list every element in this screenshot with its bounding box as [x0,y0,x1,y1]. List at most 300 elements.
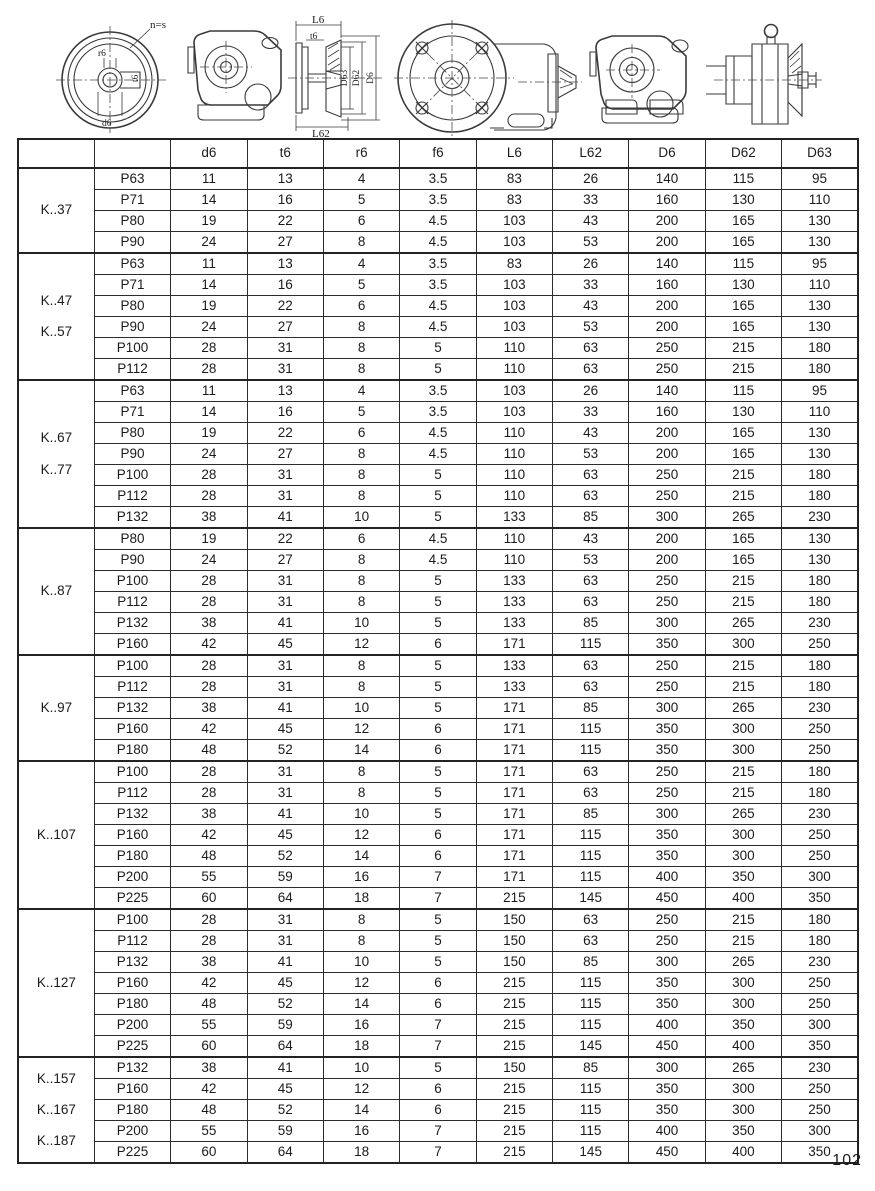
value-cell-t6: 31 [247,486,323,507]
value-cell-D63: 250 [782,1100,858,1121]
value-cell-L6: 215 [476,1121,552,1142]
value-cell-r6: 12 [323,825,399,846]
table-row [18,952,858,973]
row-size-cell: P225 [94,1142,170,1164]
corner-cell-group [18,139,94,168]
row-size-cell: P71 [94,190,170,211]
flange-label-r6: r6 [98,49,106,59]
value-cell-L6: 171 [476,867,552,888]
value-cell-r6: 12 [323,1079,399,1100]
value-cell-t6: 41 [247,507,323,529]
table-row [18,168,858,190]
group-label-cell [18,761,94,909]
value-cell-L62: 115 [553,719,629,740]
value-cell-r6: 10 [323,698,399,719]
group-label-wrap [19,976,94,990]
value-cell-d6: 38 [171,952,247,973]
value-cell-D6: 300 [629,507,705,529]
value-cell-d6: 60 [171,1142,247,1164]
value-cell-t6: 64 [247,1036,323,1058]
value-cell-D62: 165 [705,232,781,254]
row-size-cell: P112 [94,677,170,698]
value-cell-L62: 85 [553,804,629,825]
value-cell-r6: 14 [323,994,399,1015]
value-cell-r6: 8 [323,550,399,571]
value-cell-D6: 250 [629,931,705,952]
row-size-cell: P132 [94,1057,170,1079]
value-cell-D6: 300 [629,804,705,825]
row-size-cell: P200 [94,867,170,888]
value-cell-t6: 31 [247,655,323,677]
value-cell-D62: 130 [705,402,781,423]
value-cell-f6: 3.5 [400,253,476,275]
value-cell-t6: 59 [247,867,323,888]
value-cell-t6: 64 [247,888,323,910]
value-cell-t6: 16 [247,402,323,423]
value-cell-f6: 5 [400,952,476,973]
value-cell-f6: 5 [400,1057,476,1079]
value-cell-D6: 250 [629,677,705,698]
value-cell-f6: 5 [400,804,476,825]
value-cell-L6: 133 [476,571,552,592]
value-cell-r6: 12 [323,634,399,656]
value-cell-t6: 45 [247,719,323,740]
value-cell-f6: 5 [400,592,476,613]
row-size-cell: P80 [94,211,170,232]
value-cell-L62: 85 [553,507,629,529]
value-cell-D62: 265 [705,952,781,973]
value-cell-D63: 95 [782,380,858,402]
table-row [18,423,858,444]
value-cell-D6: 140 [629,168,705,190]
value-cell-t6: 31 [247,359,323,381]
row-size-cell: P200 [94,1121,170,1142]
value-cell-f6: 4.5 [400,211,476,232]
value-cell-D63: 180 [782,655,858,677]
value-cell-D62: 215 [705,592,781,613]
value-cell-r6: 8 [323,655,399,677]
value-cell-d6: 28 [171,571,247,592]
value-cell-f6: 4.5 [400,423,476,444]
value-cell-r6: 18 [323,888,399,910]
column-header-L62: L62 [553,139,629,168]
table-row [18,677,858,698]
value-cell-t6: 41 [247,804,323,825]
group-label: K..37 [40,202,73,218]
value-cell-D62: 215 [705,465,781,486]
value-cell-t6: 13 [247,380,323,402]
value-cell-D62: 165 [705,550,781,571]
group-label: K..127 [36,974,76,990]
value-cell-L6: 103 [476,275,552,296]
group-label-wrap [19,701,94,715]
value-cell-L62: 33 [553,190,629,211]
value-cell-D6: 250 [629,783,705,804]
value-cell-D6: 140 [629,380,705,402]
value-cell-L6: 215 [476,1036,552,1058]
value-cell-f6: 6 [400,634,476,656]
value-cell-D62: 300 [705,1100,781,1121]
table-row [18,994,858,1015]
value-cell-D63: 230 [782,613,858,634]
row-size-cell: P180 [94,994,170,1015]
drawing-side-view-motor [584,16,824,136]
row-size-cell: P180 [94,846,170,867]
value-cell-L6: 133 [476,613,552,634]
value-cell-r6: 10 [323,613,399,634]
value-cell-D62: 400 [705,1036,781,1058]
value-cell-D63: 180 [782,338,858,359]
table-row [18,592,858,613]
value-cell-D6: 250 [629,359,705,381]
value-cell-L62: 63 [553,486,629,507]
value-cell-d6: 28 [171,677,247,698]
value-cell-D6: 450 [629,1036,705,1058]
value-cell-L62: 115 [553,1121,629,1142]
value-cell-d6: 24 [171,317,247,338]
value-cell-D6: 200 [629,317,705,338]
row-size-cell: P112 [94,592,170,613]
value-cell-f6: 3.5 [400,380,476,402]
value-cell-f6: 5 [400,613,476,634]
value-cell-L62: 115 [553,1100,629,1121]
value-cell-d6: 55 [171,867,247,888]
value-cell-L6: 150 [476,1057,552,1079]
value-cell-D63: 110 [782,402,858,423]
table-row [18,232,858,254]
value-cell-f6: 6 [400,740,476,762]
value-cell-t6: 27 [247,550,323,571]
value-cell-L62: 115 [553,846,629,867]
value-cell-L6: 215 [476,1100,552,1121]
value-cell-t6: 45 [247,825,323,846]
table-row [18,211,858,232]
row-size-cell: P180 [94,740,170,762]
dimension-table [17,138,859,1164]
value-cell-t6: 52 [247,1100,323,1121]
value-cell-d6: 38 [171,613,247,634]
value-cell-D62: 115 [705,380,781,402]
column-header-t6: t6 [247,139,323,168]
value-cell-D62: 300 [705,825,781,846]
value-cell-d6: 28 [171,592,247,613]
value-cell-r6: 8 [323,592,399,613]
value-cell-f6: 6 [400,973,476,994]
value-cell-L62: 43 [553,528,629,550]
table-row [18,380,858,402]
table-row [18,444,858,465]
value-cell-f6: 5 [400,655,476,677]
value-cell-r6: 8 [323,317,399,338]
value-cell-d6: 60 [171,1036,247,1058]
value-cell-t6: 59 [247,1015,323,1036]
table-row [18,486,858,507]
value-cell-D6: 250 [629,465,705,486]
value-cell-t6: 13 [247,168,323,190]
value-cell-D63: 230 [782,698,858,719]
group-label-cell [18,253,94,380]
value-cell-D6: 300 [629,952,705,973]
table-row [18,783,858,804]
value-cell-d6: 48 [171,1100,247,1121]
value-cell-L6: 171 [476,825,552,846]
value-cell-D62: 300 [705,846,781,867]
value-cell-f6: 3.5 [400,190,476,211]
row-size-cell: P132 [94,952,170,973]
group-label-wrap [19,584,94,598]
value-cell-r6: 14 [323,846,399,867]
value-cell-D63: 350 [782,888,858,910]
value-cell-r6: 8 [323,486,399,507]
value-cell-r6: 4 [323,168,399,190]
value-cell-L62: 115 [553,994,629,1015]
value-cell-L62: 115 [553,973,629,994]
value-cell-L6: 215 [476,1079,552,1100]
value-cell-t6: 41 [247,1057,323,1079]
group-label-cell [18,909,94,1057]
table-row [18,1079,858,1100]
table-row [18,550,858,571]
value-cell-r6: 6 [323,296,399,317]
value-cell-L6: 103 [476,296,552,317]
value-cell-D62: 215 [705,655,781,677]
value-cell-d6: 14 [171,402,247,423]
value-cell-L62: 53 [553,317,629,338]
value-cell-r6: 10 [323,804,399,825]
column-header-D62: D62 [705,139,781,168]
value-cell-D6: 350 [629,846,705,867]
value-cell-t6: 41 [247,613,323,634]
value-cell-r6: 8 [323,338,399,359]
value-cell-t6: 27 [247,317,323,338]
value-cell-D63: 250 [782,846,858,867]
table-row [18,634,858,656]
value-cell-D63: 130 [782,550,858,571]
row-size-cell: P112 [94,486,170,507]
drawing-flange-face-view [46,16,178,134]
value-cell-D62: 130 [705,190,781,211]
value-cell-t6: 31 [247,465,323,486]
value-cell-d6: 48 [171,740,247,762]
value-cell-L6: 83 [476,168,552,190]
value-cell-L62: 85 [553,952,629,973]
value-cell-f6: 4.5 [400,444,476,465]
table-row [18,804,858,825]
value-cell-f6: 5 [400,698,476,719]
value-cell-D6: 450 [629,888,705,910]
group-label-wrap [19,431,94,476]
value-cell-L6: 133 [476,677,552,698]
value-cell-D63: 95 [782,168,858,190]
row-size-cell: P90 [94,550,170,571]
group-label-wrap [19,828,94,842]
value-cell-D63: 180 [782,931,858,952]
row-size-cell: P100 [94,655,170,677]
value-cell-D6: 250 [629,655,705,677]
value-cell-D6: 200 [629,211,705,232]
dim-label-D62: D62 [352,69,362,87]
value-cell-t6: 31 [247,571,323,592]
row-size-cell: P63 [94,380,170,402]
value-cell-d6: 42 [171,973,247,994]
row-size-cell: P63 [94,253,170,275]
value-cell-f6: 5 [400,571,476,592]
table-row [18,825,858,846]
column-header-f6: f6 [400,139,476,168]
table-row [18,465,858,486]
value-cell-L62: 63 [553,571,629,592]
table-row [18,1142,858,1164]
value-cell-D62: 300 [705,740,781,762]
column-header-r6: r6 [323,139,399,168]
row-size-cell: P112 [94,931,170,952]
value-cell-L62: 63 [553,465,629,486]
table-row [18,698,858,719]
value-cell-d6: 38 [171,1057,247,1079]
value-cell-d6: 42 [171,1079,247,1100]
value-cell-f6: 6 [400,846,476,867]
dim-label-L62: L62 [312,128,330,137]
value-cell-d6: 60 [171,888,247,910]
value-cell-t6: 31 [247,761,323,783]
value-cell-D63: 250 [782,1079,858,1100]
value-cell-t6: 45 [247,973,323,994]
value-cell-d6: 28 [171,338,247,359]
table-row [18,909,858,931]
value-cell-D6: 200 [629,296,705,317]
value-cell-f6: 5 [400,677,476,698]
value-cell-r6: 6 [323,528,399,550]
value-cell-f6: 3.5 [400,275,476,296]
row-size-cell: P160 [94,825,170,846]
value-cell-L62: 85 [553,1057,629,1079]
value-cell-L62: 115 [553,634,629,656]
value-cell-L62: 43 [553,296,629,317]
value-cell-L6: 171 [476,719,552,740]
value-cell-r6: 8 [323,909,399,931]
value-cell-f6: 4.5 [400,528,476,550]
flange-label-n-s: n=s [150,19,166,31]
value-cell-D62: 265 [705,804,781,825]
value-cell-D62: 300 [705,719,781,740]
value-cell-D62: 265 [705,507,781,529]
group-label: K..57 [40,324,73,339]
value-cell-D62: 165 [705,423,781,444]
dim-label-D63: D63 [340,69,350,87]
value-cell-D6: 350 [629,973,705,994]
value-cell-L62: 63 [553,359,629,381]
table-row [18,359,858,381]
group-label-cell [18,528,94,655]
value-cell-d6: 28 [171,655,247,677]
value-cell-D63: 180 [782,571,858,592]
row-size-cell: P132 [94,698,170,719]
value-cell-L6: 103 [476,402,552,423]
value-cell-f6: 5 [400,486,476,507]
table-row [18,973,858,994]
value-cell-r6: 8 [323,359,399,381]
group-label: K..187 [36,1133,76,1149]
table-row [18,338,858,359]
value-cell-d6: 48 [171,846,247,867]
value-cell-f6: 5 [400,909,476,931]
row-size-cell: P100 [94,571,170,592]
table-row [18,507,858,529]
value-cell-D6: 250 [629,338,705,359]
column-header-D63: D63 [782,139,858,168]
value-cell-f6: 3.5 [400,402,476,423]
value-cell-L6: 171 [476,783,552,804]
value-cell-D6: 250 [629,592,705,613]
value-cell-r6: 8 [323,783,399,804]
value-cell-D63: 250 [782,740,858,762]
group-label: K..47 [40,292,73,308]
value-cell-d6: 11 [171,168,247,190]
value-cell-d6: 55 [171,1121,247,1142]
value-cell-L6: 150 [476,931,552,952]
row-size-cell: P90 [94,232,170,254]
value-cell-L6: 110 [476,359,552,381]
value-cell-D6: 300 [629,613,705,634]
value-cell-f6: 4.5 [400,317,476,338]
value-cell-r6: 16 [323,1015,399,1036]
value-cell-D63: 230 [782,952,858,973]
value-cell-L6: 110 [476,444,552,465]
value-cell-t6: 64 [247,1142,323,1164]
table-row [18,867,858,888]
value-cell-L62: 63 [553,783,629,804]
value-cell-L62: 85 [553,613,629,634]
value-cell-r6: 5 [323,275,399,296]
group-label: K..167 [36,1101,76,1117]
value-cell-L6: 133 [476,592,552,613]
value-cell-D6: 350 [629,825,705,846]
value-cell-D63: 110 [782,190,858,211]
value-cell-d6: 11 [171,253,247,275]
value-cell-L6: 133 [476,655,552,677]
technical-drawings [0,0,875,138]
value-cell-r6: 5 [323,402,399,423]
value-cell-f6: 5 [400,338,476,359]
value-cell-f6: 5 [400,931,476,952]
value-cell-L6: 150 [476,952,552,973]
value-cell-t6: 22 [247,296,323,317]
value-cell-D62: 165 [705,317,781,338]
value-cell-L6: 110 [476,528,552,550]
table-row [18,1015,858,1036]
group-label: K..67 [40,430,73,446]
value-cell-t6: 52 [247,994,323,1015]
value-cell-d6: 19 [171,423,247,444]
value-cell-r6: 18 [323,1142,399,1164]
value-cell-D62: 300 [705,1079,781,1100]
value-cell-d6: 42 [171,634,247,656]
table-row [18,888,858,910]
value-cell-d6: 24 [171,444,247,465]
value-cell-L62: 115 [553,1079,629,1100]
value-cell-D63: 110 [782,275,858,296]
value-cell-L62: 63 [553,655,629,677]
value-cell-f6: 5 [400,507,476,529]
value-cell-f6: 7 [400,1015,476,1036]
group-label-wrap [19,203,94,217]
value-cell-f6: 6 [400,719,476,740]
value-cell-D6: 140 [629,253,705,275]
group-label-cell [18,655,94,761]
value-cell-D6: 250 [629,909,705,931]
value-cell-t6: 41 [247,698,323,719]
group-label: K..97 [40,699,73,715]
